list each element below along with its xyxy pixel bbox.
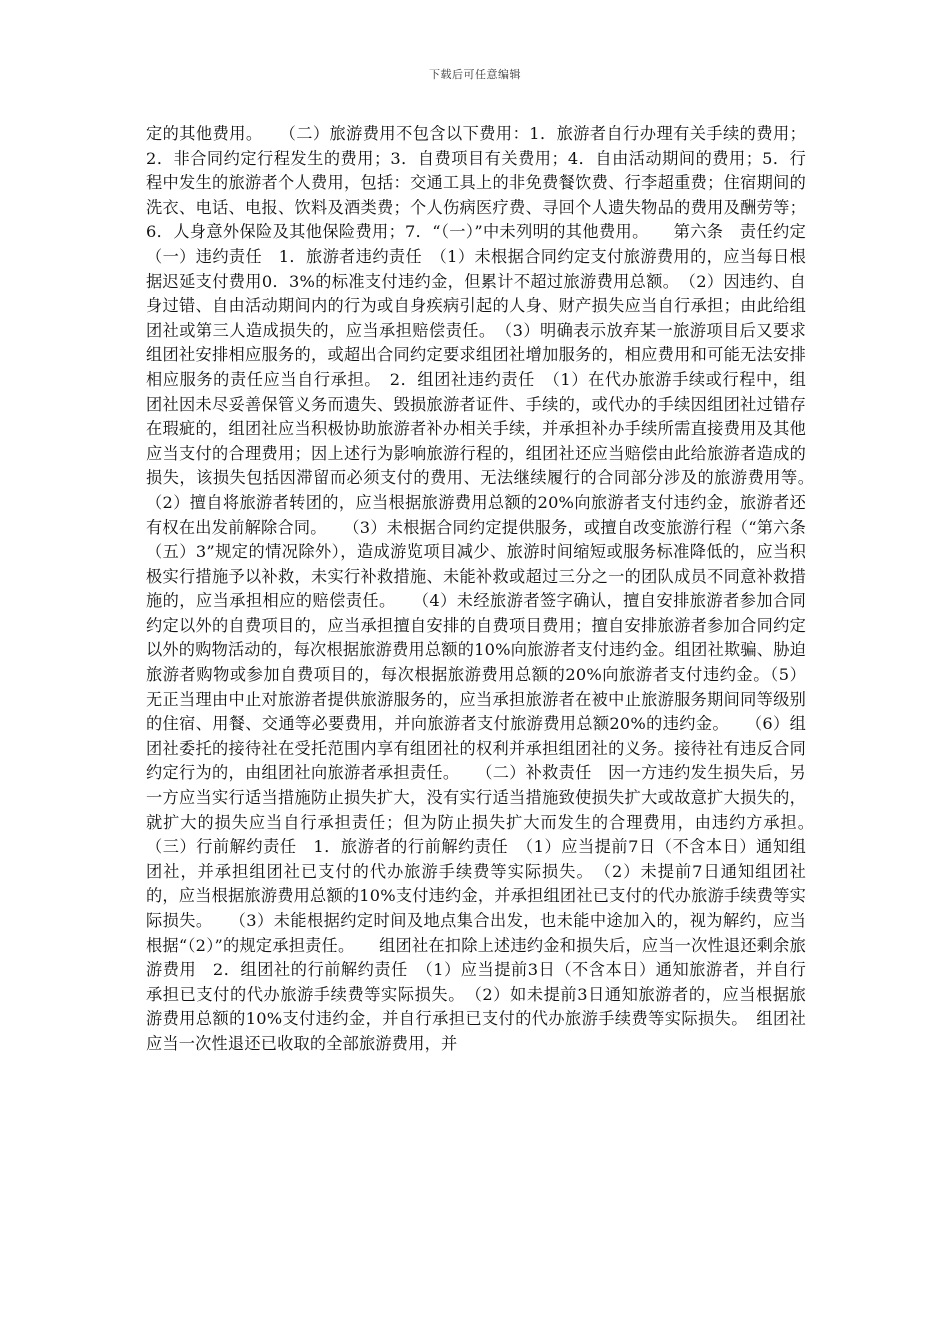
body-paragraph: 定的其他费用。 （二）旅游费用不包含以下费用：1．旅游者自行办理有关手续的费用；2．非合同约定行程发生的费用；3．自费项目有关费用；4．自由活动期间的费用；5．行程中发生的旅游者个人费用，包括：交通工具上的非免费餐饮费、行李超重费；住宿期间的洗衣、电话、电报、饮料及酒类费；个人伤病医疗费、寻回个人遗失物品的费用及酬劳等；6．人身意外保险及其他保险费用；7．“（一）”中未列明的其他费用。 第六条 责任约定 （一）违约责任 1．旅游者违约责任 （1）未根据合同约定支付旅游费用的，应当每日根据迟延支付费用0．3%的标准支付违约金，但累计不超过旅游费用总额。 （2）因违约、自身过错、自由活动期间内的行为或自身疾病引起的人身、财产损失应当自行承担；由此给组团社或第三人造成损失的，应当承担赔偿责任。 （3）明确表示放弃某一旅游项目后又要求组团社安排相应服务的，或超出合同约定要求组团社增加服务的，相应费用和可能无法安排相应服务的责任应当自行承担。 2．组团社违约责任 （1）在代办旅游手续或行程中，组团社因未尽妥善保管义务而遗失、毁损旅游者证件、手续的，或代办的手续因组团社过错存在瑕疵的，组团社应当积极协助旅游者补办相关手续，并承担补办手续所需直接费用及其他应当支付的合理费用；因上述行为影响旅游行程的，组团社还应当赔偿由此给旅游者造成的损失，该损失包括因滞留而必须支付的费用、无法继续履行的合同部分涉及的旅游费用等。 （2）擅自将旅游者转团的，应当根据旅游费用总额的20%向旅游者支付违约金，旅游者还有权在出发前解除合同。 （3）未根据合同约定提供服务，或擅自改变旅游行程（“第六条（五）3”规定的情况除外），造成游览项目减少、旅游时间缩短或服务标准降低的，应当积极实行措施予以补救，未实行补救措施、未能补救或超过三分之一的团队成员不同意补救措施的，应当承担相应的赔偿责任。 （4）未经旅游者签字确认，擅自安排旅游者参加合同约定以外的自费项目的，应当承担擅自安排的自费项目费用；擅自安排旅游者参加合同约定以外的购物活动的，每次根据旅游费用总额的10%向旅游者支付违约金。组团社欺骗、胁迫旅游者购物或参加自费项目的，每次根据旅游费用总额的20%向旅游者支付违约金。（5）无正当理由中止对旅游者提供旅游服务的，应当承担旅游者在被中止旅游服务期间同等级别的住宿、用餐、交通等必要费用，并向旅游者支付旅游费用总额20%的违约金。 （6）组团社委托的接待社在受托范围内享有组团社的权利并承担组团社的义务。接待社有违反合同约定行为的，由组团社向旅游者承担责任。 （二）补救责任 因一方违约发生损失后，另一方应当实行适当措施防止损失扩大，没有实行适当措施致使损失扩大或故意扩大损失的，就扩大的损失应当自行承担责任；但为防止损失扩大而发生的合理费用，由违约方承担。 （三）行前解约责任 1．旅游者的行前解约责任 （1）应当提前7日（不含本日）通知组团社，并承担组团社已支付的代办旅游手续费等实际损失。 （2）未提前7日通知组团社的，应当根据旅游费用总额的10%支付违约金，并承担组团社已支付的代办旅游手续费等实际损失。 （3）未能根据约定时间及地点集合出发，也未能中途加入的，视为解约，应当根据“（2）”的规定承担责任。 组团社在扣除上述违约金和损失后，应当一次性退还剩余旅游费用 2．组团社的行前解约责任 （1）应当提前3日（不含本日）通知旅游者，并自行承担已支付的代办旅游手续费等实际损失。 （2）如未提前3日通知旅游者的，应当根据旅游费用总额的10%支付违约金，并自行承担已支付的代办旅游手续费等实际损失。 组团社应当一次性退还已收取的全部旅游费用，并 xyxy=(146,124,839,1053)
document-body xyxy=(146,122,839,1057)
page-header: 下载后可任意编辑 xyxy=(429,68,521,81)
